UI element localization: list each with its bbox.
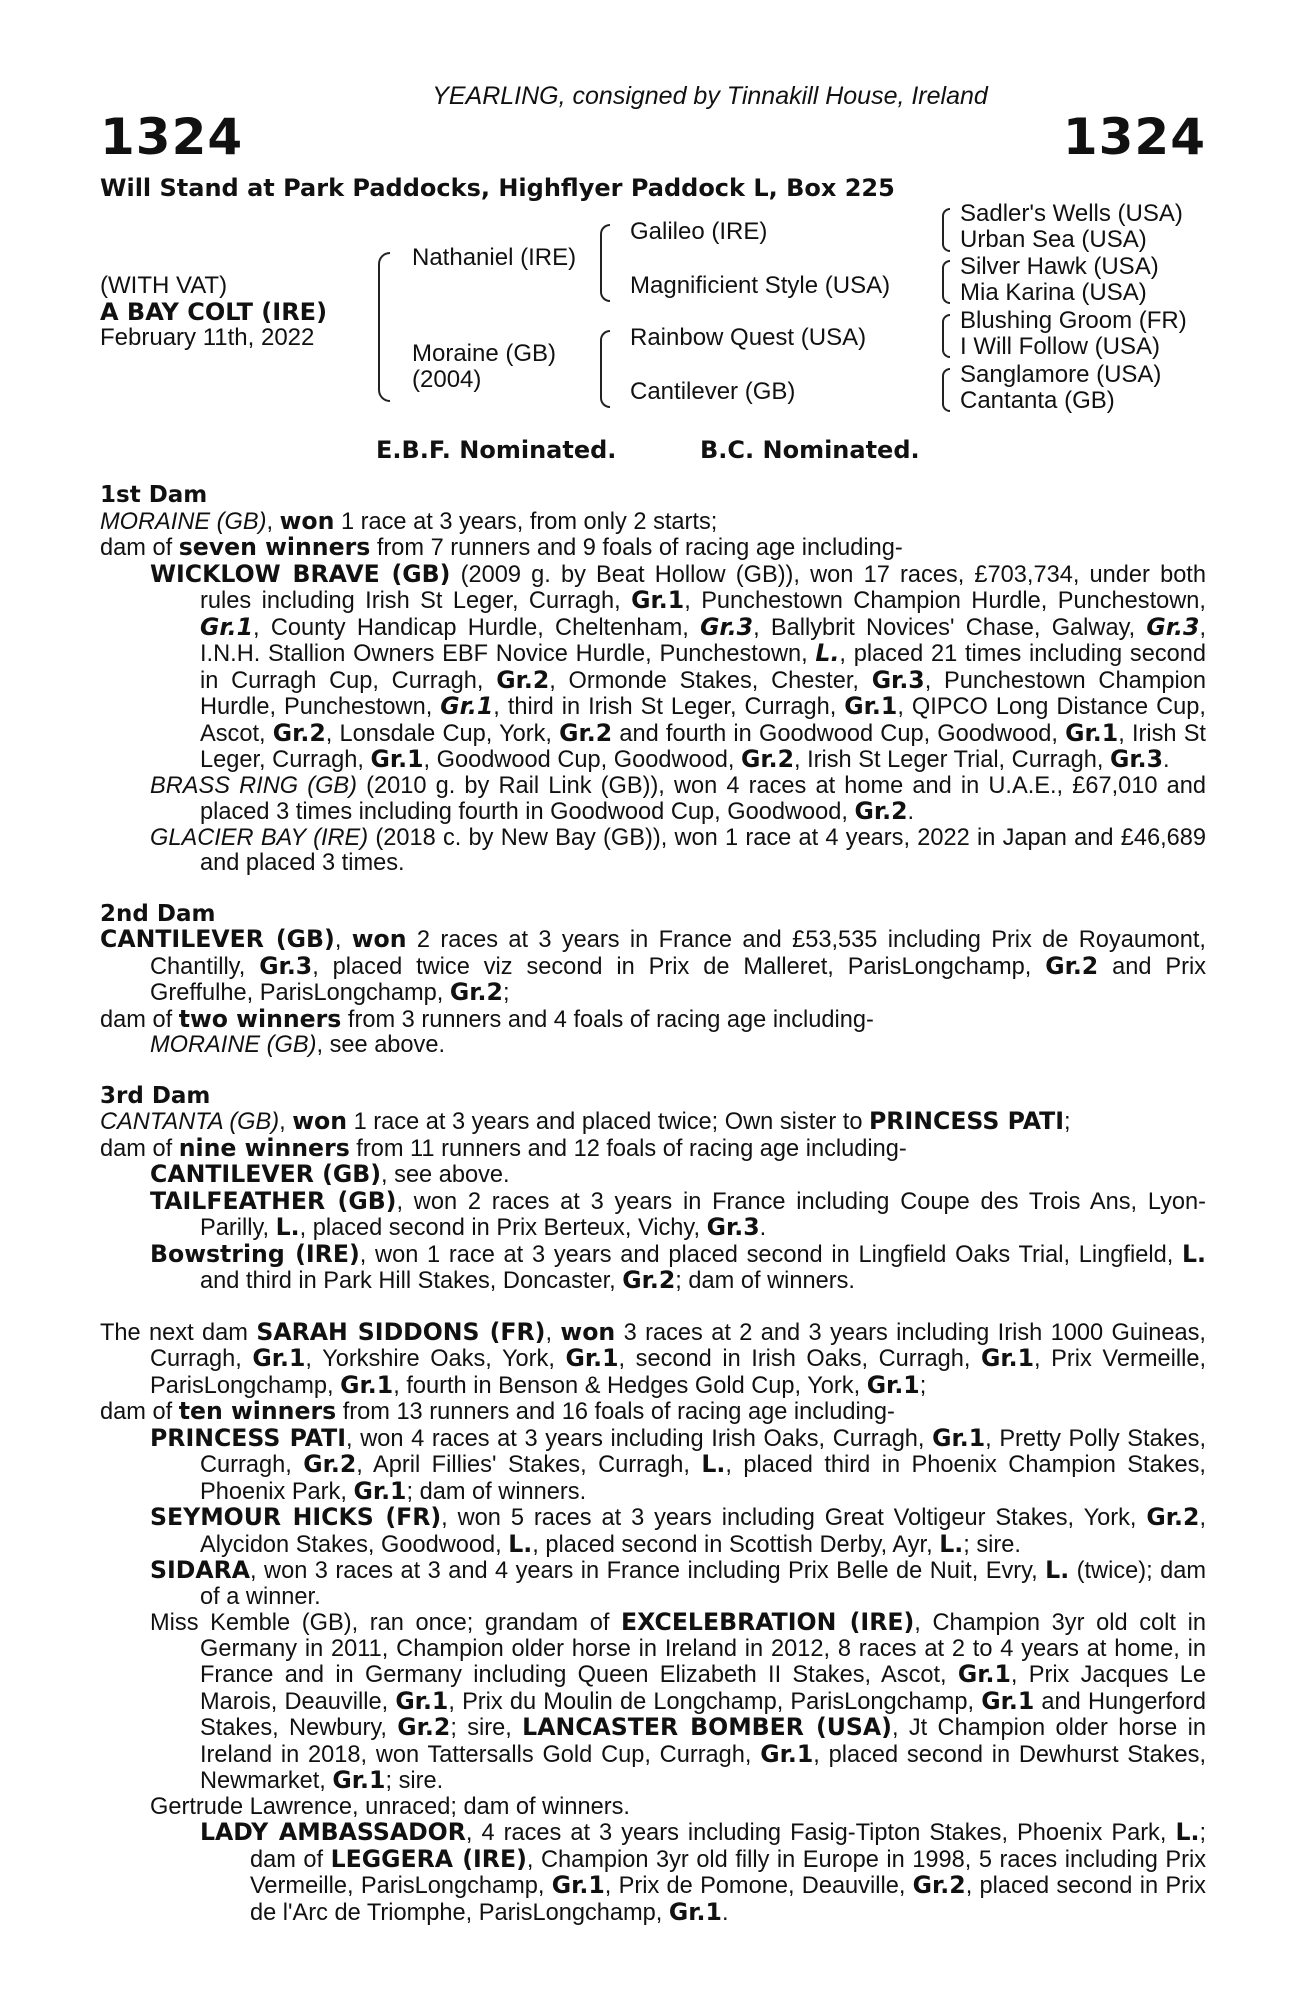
horse-name: A BAY COLT (IRE) [100,298,328,326]
gg-sire-3: Blushing Groom (FR) [960,307,1187,334]
ebf-nomination: E.B.F. Nominated. [376,436,617,464]
dam-dam: Cantilever (GB) [630,378,796,405]
produce-entry: PRINCESS PATI, won 4 races at 3 years including Irish Oaks, Curragh, Gr.1, Pretty Polly Stakes, Curragh, Gr.2, April Fillies' Stakes, Curragh, L., placed third in Phoenix Champion Stakes, Phoenix Park, Gr.1; dam of winners. [150,1423,1206,1505]
brace [942,368,950,412]
dam-sire: Rainbow Quest (USA) [630,324,867,351]
sire: Nathaniel (IRE) [412,244,577,271]
third-dam-title: 3rd Dam [100,1082,211,1109]
brace [942,208,950,252]
third-dam-entry: CANTANTA (GB), won 1 race at 3 years and placed twice; Own sister to PRINCESS PATI; [100,1107,1071,1135]
gg-dam-1: Urban Sea (USA) [960,226,1147,253]
lot-number-right: 1324 [1062,108,1206,166]
bc-nomination: B.C. Nominated. [700,436,920,464]
next-dam-entry: The next dam SARAH SIDDONS (FR), won 3 races at 2 and 3 years including Irish 1000 Guineas, Curragh, Gr.1, Yorkshire Oaks, York, Gr.1, second in Irish Oaks, Curragh, Gr.1, Prix Vermeille, ParisLongchamp, Gr.1, fourth in Benson & Hedges Gold Cup, York, Gr.1; [100,1317,1206,1399]
brace [942,314,950,358]
produce-entry: CANTILEVER (GB), see above. [150,1160,510,1188]
brace [942,260,950,304]
foaling-date: February 11th, 2022 [100,324,315,351]
second-dam-title: 2nd Dam [100,900,216,927]
produce-entry: GLACIER BAY (IRE) (2018 c. by New Bay (GB)), won 1 race at 4 years, 2022 in Japan and £46,689 and placed 3 times. [150,824,1206,876]
brace [600,330,610,408]
catalogue-text [100,483,1206,1926]
dam: Moraine (GB) [412,340,557,367]
gg-dam-3: I Will Follow (USA) [960,333,1161,360]
gg-dam-2: Mia Karina (USA) [960,279,1147,306]
gg-sire-4: Sanglamore (USA) [960,361,1162,388]
second-dam-produce-line: dam of two winners from 3 runners and 4 foals of racing age including- [100,1004,874,1033]
produce-entry: Bowstring (IRE), won 1 race at 3 years and placed second in Lingfield Oaks Trial, Lingfield, L. and third in Park Hill Stakes, Doncaster, Gr.2; dam of winners. [150,1239,1206,1294]
produce-entry: SEYMOUR HICKS (FR), won 5 races at 3 years including Great Voltigeur Stakes, York, Gr.2, Alycidon Stakes, Goodwood, L., placed second in Scottish Derby, Ayr, L.; sire. [150,1503,1206,1558]
second-dam-entry: CANTILEVER (GB), won 2 races at 3 years in France and £53,535 including Prix de Royaumont, Chantilly, Gr.3, placed twice viz second in Prix de Malleret, ParisLongchamp, Gr.2 and Prix Greffulhe, ParisLongchamp, Gr.2; [100,925,1207,1006]
sire-sire: Galileo (IRE) [630,218,768,245]
produce-entry: LADY AMBASSADOR, 4 races at 3 years including Fasig-Tipton Stakes, Phoenix Park, L.; dam of LEGGERA (IRE), Champion 3yr old filly in Europe in 1998, 5 races including Prix Vermeille, ParisLongchamp, Gr.1, Prix de Pomone, Deauville, Gr.2, placed second in Prix de l'Arc de Triomphe, ParisLongchamp, Gr.1. [200,1818,1207,1926]
vat-note: (WITH VAT) [100,272,228,299]
produce-entry: TAILFEATHER (GB), won 2 races at 3 years in France including Coupe des Trois Ans, Lyon-Parilly, L., placed second in Prix Berteux, Vichy, Gr.3. [150,1186,1207,1241]
brace [378,252,390,402]
first-dam-produce-line: dam of seven winners from 7 runners and 9 foals of racing age including- [100,533,903,561]
pedigree-table [100,200,1210,420]
gg-sire-1: Sadler's Wells (USA) [960,200,1183,227]
sire-dam: Magnificient Style (USA) [630,272,891,299]
brace [600,224,610,302]
gg-sire-2: Silver Hawk (USA) [960,253,1159,280]
produce-entry: Gertrude Lawrence, unraced; dam of winners. [150,1793,630,1820]
lot-number-left: 1324 [100,108,244,166]
produce-entry: SIDARA, won 3 races at 3 and 4 years in France including Prix Belle de Nuit, Evry, L. (twice); dam of a winner. [150,1556,1207,1610]
dam-year: (2004) [412,366,482,393]
next-dam-produce-line: dam of ten winners from 13 runners and 16 foals of racing age including- [100,1397,895,1425]
first-dam-title: 1st Dam [100,482,208,508]
third-dam-produce-line: dam of nine winners from 11 runners and 12 foals of racing age including- [100,1133,907,1162]
gg-dam-4: Cantanta (GB) [960,387,1115,414]
produce-entry: WICKLOW BRAVE (GB) (2009 g. by Beat Hollow (GB)), won 17 races, £703,734, under both rules including Irish St Leger, Curragh, Gr.1, Punchestown Champion Hurdle, Punchestown, Gr.1, County Handicap Hurdle, Cheltenham, Gr.3, Ballybrit Novices' Chase, Galway, Gr.3, I.N.H. Stallion Owners EBF Novice Hurdle, Punchestown, L., placed 21 times including second in Curragh Cup, Curragh, Gr.2, Ormonde Stakes, Chester, Gr.3, Punchestown Champion Hurdle, Punchestown, Gr.1, third in Irish St Leger, Curragh, Gr.1, QIPCO Long Distance Cup, Ascot, Gr.2, Lonsdale Cup, York, Gr.2 and fourth in Goodwood Cup, Goodwood, Gr.1, Irish St Leger, Curragh, Gr.1, Goodwood Cup, Goodwood, Gr.2, Irish St Leger Trial, Curragh, Gr.3. [150,559,1206,773]
produce-entry: Miss Kemble (GB), ran once; grandam of EXCELEBRATION (IRE), Champion 3yr old colt in Germany in 2011, Champion older horse in Ireland in 2012, 8 races at 2 to 4 years at home, in France and in Germany including Queen Elizabeth II Stakes, Ascot, Gr.1, Prix Jacques Le Marois, Deauville, Gr.1, Prix du Moulin de Longchamp, ParisLongchamp, Gr.1 and Hungerford Stakes, Newbury, Gr.2; sire, LANCASTER BOMBER (USA), Jt Champion older horse in Ireland in 2018, won Tattersalls Gold Cup, Curragh, Gr.1, placed second in Dewhurst Stakes, Newmarket, Gr.1; sire. [150,1608,1207,1794]
produce-entry: BRASS RING (GB) (2010 g. by Rail Link (GB)), won 4 races at home and in U.A.E., £67,010 and placed 3 times including fourth in Goodwood Cup, Goodwood, Gr.2. [150,772,1206,825]
stand-location: Will Stand at Park Paddocks, Highflyer Paddock L, Box 225 [100,174,895,202]
first-dam-entry: MORAINE (GB), won 1 race at 3 years, from only 2 starts; [100,506,718,535]
produce-entry: MORAINE (GB), see above. [150,1032,446,1058]
consignor-line: YEARLING, consigned by Tinnakill House, Ireland [432,82,988,110]
